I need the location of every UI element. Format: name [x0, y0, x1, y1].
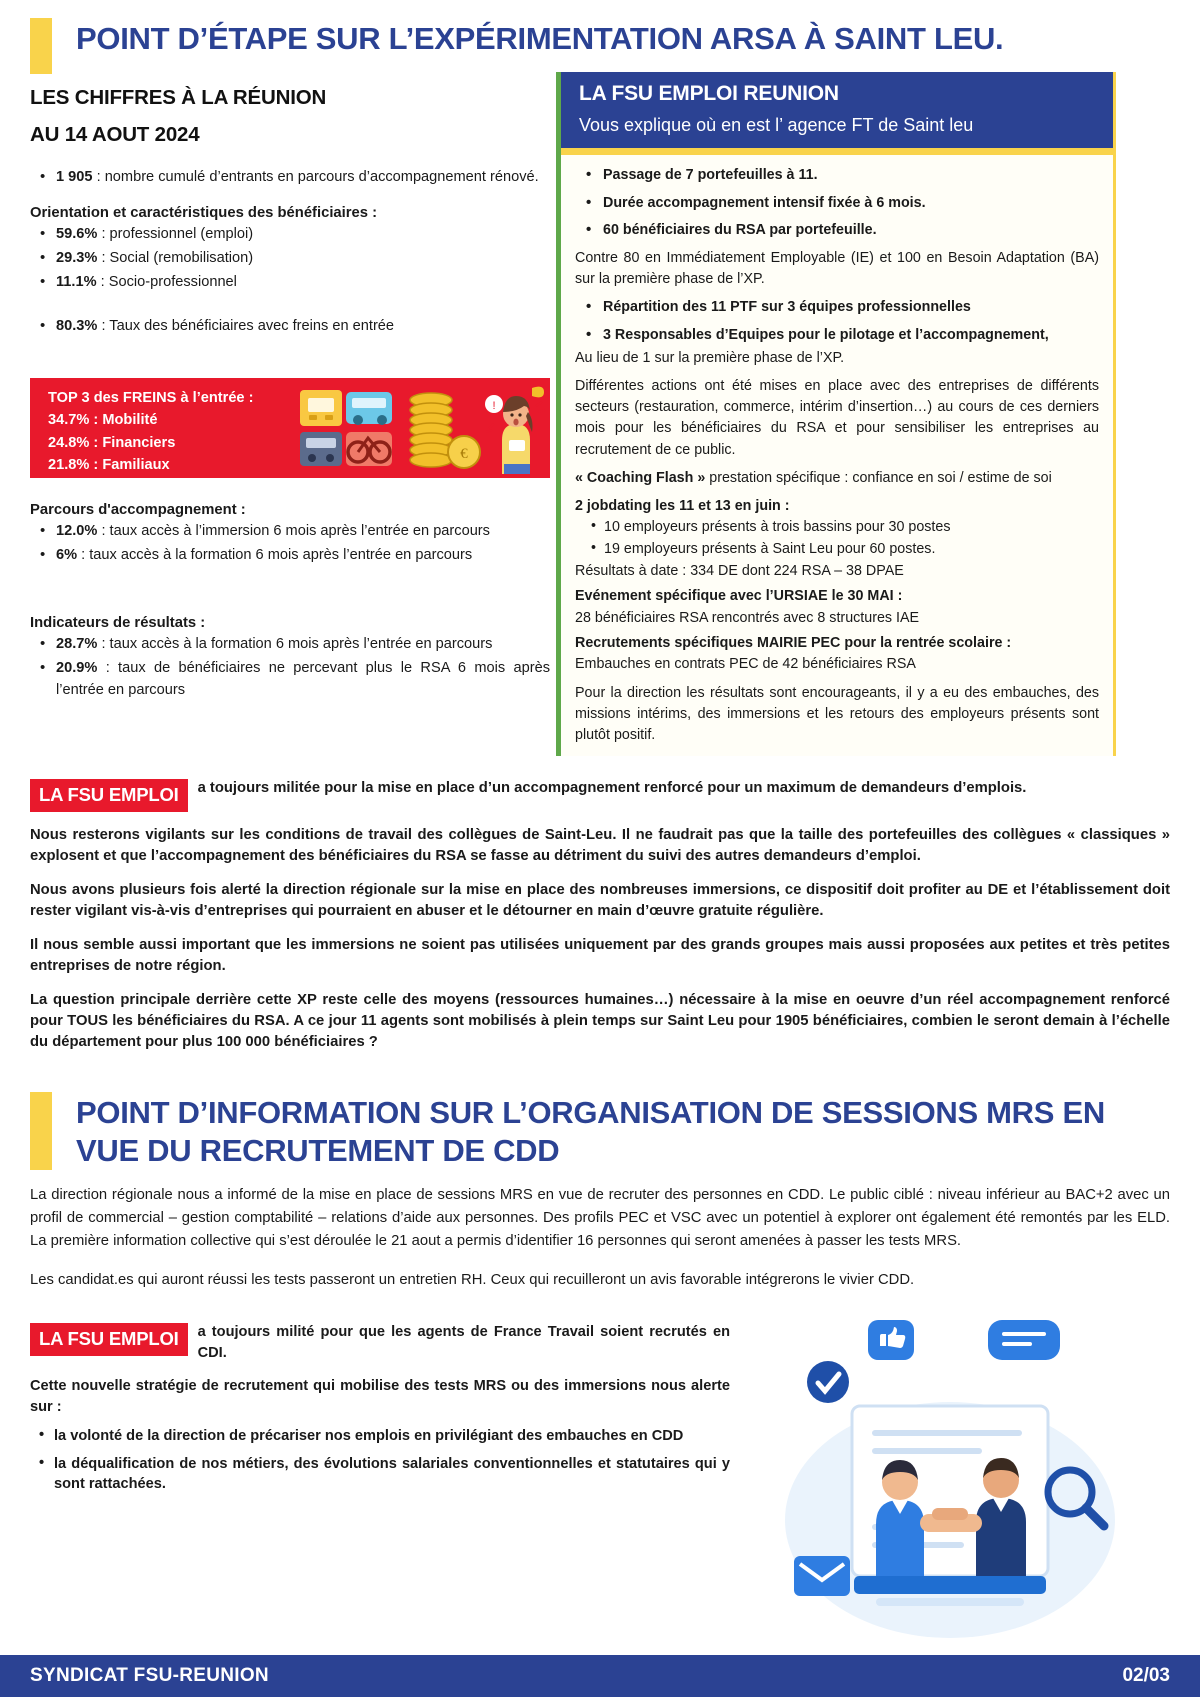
indicateurs-title: Indicateurs de résultats : [30, 614, 206, 631]
callout-paragraph: Cette nouvelle stratégie de recrutement qui mobilise des tests MRS ou des immersions nous alerte sur : [30, 1378, 730, 1416]
fsu-callout-arsa [30, 778, 1170, 1053]
stat-label: : Taux des bénéficiaires avec freins en entrée [97, 317, 395, 334]
parcours-list [30, 521, 550, 567]
page-title: POINT D’ÉTAPE SUR L’EXPÉRIMENTATION ARSA À SAINT LEU. [76, 21, 1004, 56]
person-right [976, 1458, 1026, 1576]
heading-accent-bar [30, 1092, 52, 1170]
panel-conclusion: Pour la direction les résultats sont encourageants, il y a eu des embauches, des missions intérims, des immersions et les retours des employeurs présents sont plutôt positif. [575, 684, 1099, 743]
footer-organisation: SYNDICAT FSU-REUNION [30, 1665, 269, 1686]
entrants-count: 1 905 [56, 169, 93, 185]
chat-bubble-icon [988, 1320, 1060, 1360]
fsu-callout-mrs [30, 1322, 730, 1502]
para-actions: Différentes actions ont été mises en place avec des entreprises de différents secteurs (restauration, commerce, intérim d’insertion…) au cours de ces derniers mois pour les bénéficiaires du RSA et pour sensibiliser les entreprises au recrutement de ce public. [575, 378, 1099, 458]
top3-text-group [48, 387, 253, 477]
list-item: • Passage de 7 portefeuilles à 11. [603, 165, 1099, 187]
envelope-icon [794, 1556, 850, 1596]
left-column [30, 88, 550, 339]
list-item: • la volonté de la direction de précariser nos emplois en privilégiant des embauches en CDD [54, 1426, 730, 1447]
heading-accent-bar [30, 18, 52, 74]
callout-lead-row [30, 1322, 730, 1363]
mrs-section-body [30, 1184, 1170, 1308]
stat-label: : Social (remobilisation) [97, 249, 254, 266]
para-contre: Contre 80 en Immédiatement Employable (IE) et 100 en Besoin Adaptation (BA) sur la première phase de l’XP. [575, 250, 1099, 288]
top3-item-financiers: 24.8% : Financiers [48, 434, 176, 451]
entrants-list [30, 167, 550, 189]
stat-label: : Socio-professionnel [96, 273, 237, 290]
indicateurs-list [30, 634, 550, 702]
freins-highlight-list [30, 316, 550, 338]
list-item [56, 224, 550, 246]
svg-text:€: € [460, 446, 468, 462]
mairie-title: Recrutements spécifiques MAIRIE PEC pour la rentrée scolaire : [575, 634, 1012, 651]
callout-lead-text: a toujours militée pour la mise en place d’un accompagnement renforcé pour un maximum de demandeurs d’emplois. [197, 780, 1027, 796]
panel-header [561, 72, 1113, 155]
left-column-title-line2: AU 14 AOUT 2024 [30, 122, 200, 146]
stat-label: : taux accès à la formation 6 mois après l’entrée en parcours [77, 546, 473, 563]
callout-lead-text: a toujours milité pour que les agents de France Travail soient recrutés en CDI. [197, 1324, 730, 1361]
list-item [56, 272, 550, 294]
panel-title: LA FSU EMPLOI REUNION [579, 82, 839, 105]
list-item: • 19 employeurs présents à Saint Leu pour 60 postes. [591, 539, 1099, 560]
para-aulieu: Au lieu de 1 sur la première phase de l’XP. [575, 349, 845, 366]
section-title-mrs: POINT D’INFORMATION SUR L’ORGANISATION DE SESSIONS MRS EN VUE DU RECRUTEMENT DE CDD [76, 1095, 1105, 1168]
jobdating-title: 2 jobdating les 11 et 13 en juin : [575, 497, 790, 514]
panel-bullets-mid [603, 297, 1099, 346]
orientation-title: Orientation et caractéristiques des bénéficiaires : [30, 204, 378, 221]
list-item [56, 248, 550, 270]
callout-lead-row [30, 778, 1170, 812]
list-item: • 60 bénéficiaires du RSA par portefeuille. [603, 220, 1099, 242]
fsu-emploi-badge: LA FSU EMPLOI [30, 779, 188, 812]
top3-freins-card [30, 378, 550, 478]
person-left [876, 1460, 924, 1576]
ursiae-text: 28 bénéficiaires RSA rencontrés avec 8 structures IAE [575, 609, 920, 626]
callout-bullets [30, 1426, 730, 1495]
coaching-flash-label: « Coaching Flash » [575, 469, 706, 486]
panel-body [561, 155, 1113, 761]
stat-label: : taux accès à la formation 6 mois après l’entrée en parcours [97, 635, 493, 652]
stat-value: 28.7% [56, 635, 98, 652]
para-coaching [575, 468, 1099, 489]
orientation-list [30, 224, 550, 294]
stat-label: : professionnel (emploi) [97, 225, 254, 242]
mrs-paragraph-1: La direction régionale nous a informé de la mise en place de sessions MRS en vue de recruter des personnes en CDD. Le public ciblé : niveau inférieur au BAC+2 avec un profil de commercial – gestion comptabilité – relations d’aide aux personnes. Des profils PEC et VSC avec un potentiel à explorer ont également été remontés par les ELD. La première information collective qui s’est déroulée le 21 aout a permis d’identifier 16 personnes qui seront amenées à passer les tests MRS. [30, 1187, 1170, 1249]
jobdating-list [591, 517, 1099, 560]
thumbs-up-icon [868, 1320, 914, 1360]
list-item: • Répartition des 11 PTF sur 3 équipes professionnelles [603, 297, 1099, 319]
stat-value: 11.1% [56, 273, 97, 290]
stat-label: : taux de bénéficiaires ne percevant plus le RSA 6 mois après l’entrée en parcours [56, 659, 550, 698]
left-column-lower [30, 502, 550, 703]
list-item: • 3 Responsables d’Equipes pour le pilotage et l’accompagnement, [603, 325, 1099, 347]
panel-subtitle: Vous explique où en est l’ agence FT de Saint leu [579, 115, 974, 135]
mairie-text: Embauches en contrats PEC de 42 bénéficiaires RSA [575, 656, 916, 673]
top3-title: TOP 3 des FREINS à l’entrée : [48, 390, 254, 406]
list-item [56, 634, 550, 656]
panel-bullets-top [603, 165, 1099, 242]
coaching-flash-text: prestation spécifique : confiance en soi / estime de soi [705, 469, 1052, 486]
callout-paragraph: Nous avons plusieurs fois alerté la direction régionale sur la mise en place des nombreuses immersions, ce dispositif doit profiter au DE et l’établissement doit rester vigilant vis-à-vis d’entreprises qui pourraient en abuser et le détourner en main d’œuvre gratuite régulière. [30, 882, 1170, 919]
list-item-highlight [56, 316, 550, 338]
top3-item-mobilite: 34.7% : Mobilité [48, 412, 158, 429]
stat-value: 20.9% [56, 659, 98, 676]
callout-paragraph: Nous resterons vigilants sur les conditions de travail des collègues de Saint-Leu. Il ne faudrait pas que la taille des portefeuilles des collègues « classiques » explosent et que l’accompagnement des bénéficiaires du RSA se fasse au détriment du suivi des autres demandeurs d’emploi. [30, 827, 1170, 864]
parcours-title: Parcours d'accompagnement : [30, 502, 246, 518]
left-column-title-line1: LES CHIFFRES À LA RÉUNION [30, 86, 327, 109]
page-footer [0, 1655, 1200, 1697]
list-item: • la déqualification de nos métiers, des évolutions salariales conventionnelles et statutaires qui y sont rattachées. [54, 1454, 730, 1495]
ursiae-title: Evénement spécifique avec l’URSIAE le 30 MAI : [575, 588, 903, 605]
stat-value: 59.6% [56, 225, 98, 242]
stat-value: 29.3% [56, 249, 98, 266]
list-item [56, 658, 550, 702]
handshake-illustration [780, 1310, 1120, 1640]
footer-page-number: 02/03 [1122, 1665, 1170, 1686]
section-heading-mrs [30, 1092, 1170, 1170]
mrs-paragraph-2: Les candidat.es qui auront réussi les tests passeront un entretien RH. Ceux qui recuilleront un avis favorable intégrerons le vivier CDD. [30, 1271, 915, 1288]
jobdating-results: Résultats à date : 334 DE dont 224 RSA – 38 DPAE [575, 563, 904, 580]
list-item [56, 167, 550, 189]
list-item [56, 521, 550, 543]
stat-value: 12.0% [56, 523, 98, 539]
checkmark-badge-icon [807, 1361, 849, 1403]
stat-label: : taux accès à l’immersion 6 mois après l’entrée en parcours [97, 523, 490, 539]
callout-paragraph: La question principale derrière cette XP reste celle des moyens (ressources humaines…) nécessaire à la mise en oeuvre d’un réel accompagnement renforcé pour TOUS les bénéficiaires du RSA. A ce jour 11 agents sont mobilisés à plein temps sur Saint Leu pour 1905 bénéficiaires, combien le seront demain à l’échelle du département pour plus 100 000 bénéficiaires ? [30, 992, 1170, 1050]
list-item: • Durée accompagnement intensif fixée à 6 mois. [603, 193, 1099, 215]
stat-value: 80.3% [56, 317, 98, 334]
freins-illustration [296, 378, 546, 478]
fsu-emploi-reunion-panel [556, 72, 1116, 756]
list-item: • 10 employeurs présents à trois bassins pour 30 postes [591, 517, 1099, 538]
top3-item-familiaux: 21.8% : Familiaux [48, 457, 170, 474]
list-item [56, 545, 550, 567]
callout-paragraph: Il nous semble aussi important que les immersions ne soient pas utilisées uniquement par des grands groupes mais aussi proposées aux petites et très petites entreprises de notre région. [30, 937, 1170, 974]
section-heading-arsa [30, 18, 1170, 74]
svg-text:!: ! [492, 400, 496, 412]
entrants-text: : nombre cumulé d’entrants en parcours d’accompagnement rénové. [92, 169, 539, 185]
fsu-emploi-badge: LA FSU EMPLOI [30, 1323, 188, 1356]
stat-value: 6% [56, 546, 78, 563]
